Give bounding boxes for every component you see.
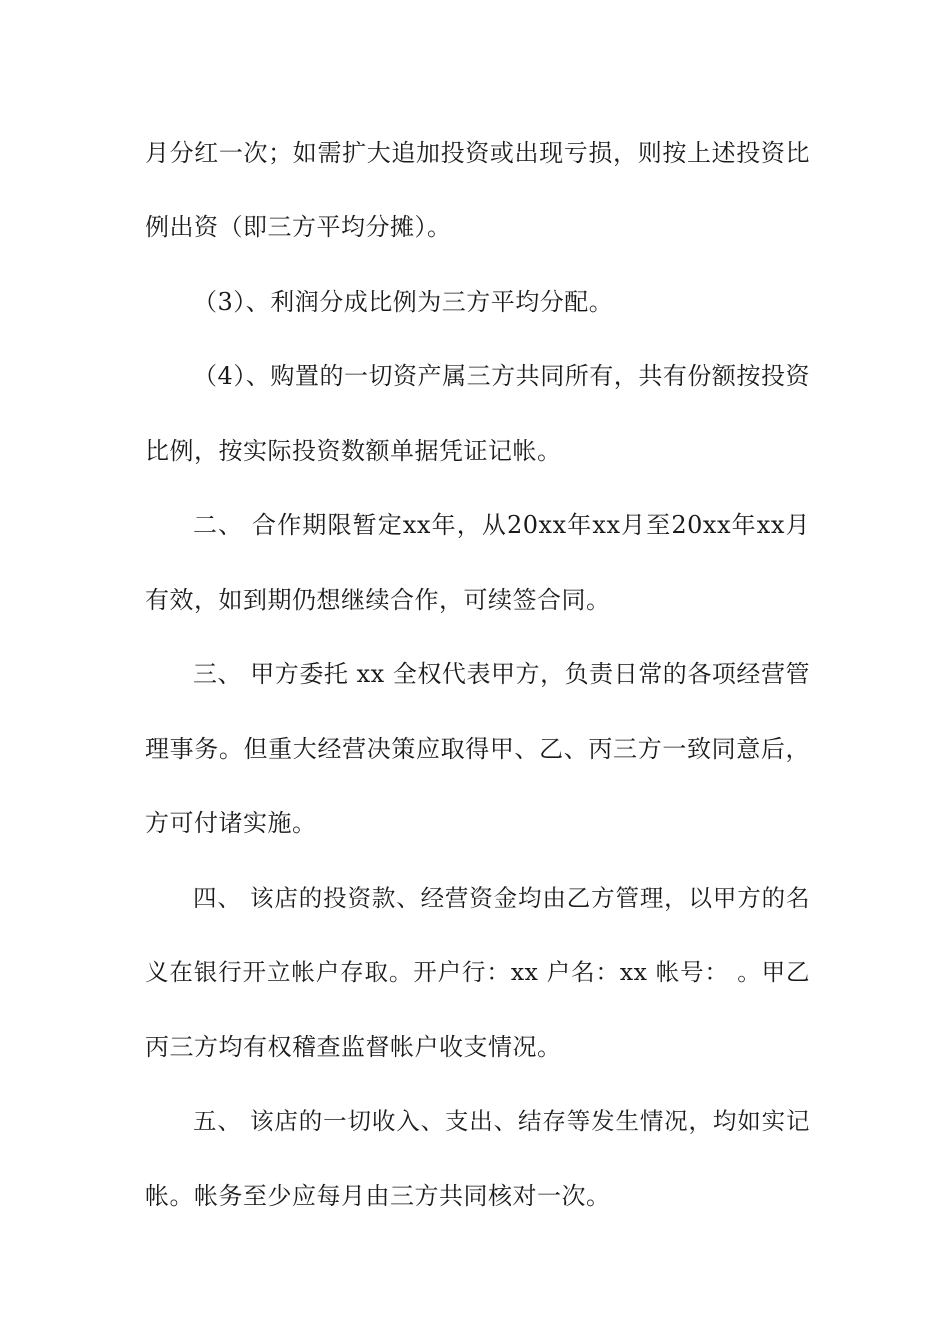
text-line: （4）、购置的一切资产属三方共同所有，共有份额按投资	[193, 362, 810, 390]
text-line: 有效，如到期仍想继续合作，可续签合同。	[145, 586, 611, 614]
text-line: 四、 该店的投资款、经营资金均由乙方管理，以甲方的名	[193, 884, 810, 912]
text-line: 例出资（即三方平均分摊）。	[145, 213, 452, 241]
text-line: 五、 该店的一切收入、支出、结存等发生情况，均如实记	[193, 1107, 810, 1135]
text-line: （3）、利润分成比例为三方平均分配。	[193, 288, 614, 316]
text-line: 帐。帐务至少应每月由三方共同核对一次。	[145, 1182, 611, 1210]
text-line: 比例，按实际投资数额单据凭证记帐。	[145, 437, 562, 465]
text-line: 理事务。但重大经营决策应取得甲、乙、丙三方一致同意后，	[145, 735, 810, 763]
text-line: 三、 甲方委托 xx 全权代表甲方，负责日常的各项经营管	[193, 660, 810, 688]
text-line: 月分红一次；如需扩大追加投资或出现亏损，则按上述投资比	[145, 139, 810, 167]
text-line: 二、 合作期限暂定xx年，从20xx年xx月至20xx年xx月	[193, 511, 810, 539]
text-line: 义在银行开立帐户存取。开户行：xx 户名：xx 帐号： 。甲乙	[145, 958, 811, 986]
text-line: 方可付诸实施。	[145, 809, 317, 837]
text-line: 丙三方均有权稽查监督帐户收支情况。	[145, 1033, 562, 1061]
